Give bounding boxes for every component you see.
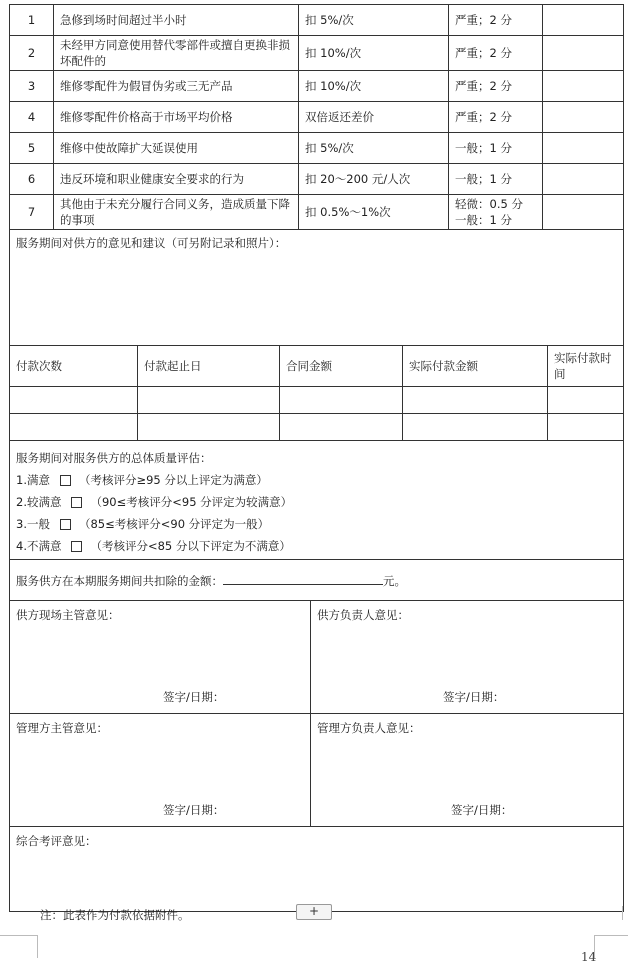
penalty-level: 轻微：0.5 分 一般：1 分 (449, 195, 543, 230)
penalty-number: 4 (10, 102, 54, 133)
manager-supervisor-opinion[interactable] (10, 714, 311, 827)
quality-option-satisfied: 1.满意 （考核评分≥95 分以上评定为满意） (16, 473, 268, 487)
penalty-item: 违反环境和职业健康安全要求的行为 (54, 164, 299, 195)
crop-mark (0, 935, 38, 937)
penalty-number: 6 (10, 164, 54, 195)
penalty-deduction: 扣 10%/次 (299, 71, 449, 102)
penalty-item: 其他由于未充分履行合同义务，造成质量下降的事项 (54, 195, 299, 230)
payment-cell[interactable] (403, 387, 548, 414)
payment-header-actual-amount: 实际付款金额 (403, 346, 548, 387)
final-evaluation-label: 综合考评意见： (16, 834, 97, 848)
penalty-deduction: 扣 5%/次 (299, 133, 449, 164)
supplier-comments-label: 服务期间对供方的意见和建议（可另附记录和照片）： (16, 236, 287, 250)
checkbox-satisfied[interactable] (60, 475, 71, 486)
supplier-comments-cell[interactable] (10, 230, 624, 346)
payment-cell[interactable] (138, 414, 280, 441)
signature-date-label: 签字/日期： (443, 690, 505, 704)
penalty-table (9, 4, 624, 230)
crop-mark (15, 936, 38, 958)
penalty-score-cell[interactable] (543, 71, 624, 102)
signature-date-label: 签字/日期： (163, 803, 225, 817)
penalty-deduction: 扣 5%/次 (299, 5, 449, 36)
evaluation-form (9, 4, 623, 912)
penalty-level: 严重；2 分 (449, 102, 543, 133)
penalty-number: 7 (10, 195, 54, 230)
payment-row (10, 387, 624, 414)
add-row-button[interactable]: + (296, 904, 332, 920)
penalty-item: 维修零配件为假冒伪劣或三无产品 (54, 71, 299, 102)
payment-cell[interactable] (10, 387, 138, 414)
footnote: 注：此表作为付款依据附件。 (40, 908, 190, 922)
quality-title: 服务期间对服务供方的总体质量评估： (16, 451, 212, 465)
penalty-row (10, 5, 624, 36)
penalty-number: 1 (10, 5, 54, 36)
penalty-score-cell[interactable] (543, 5, 624, 36)
penalty-level: 严重；2 分 (449, 71, 543, 102)
opinion-table (9, 600, 624, 912)
payment-cell[interactable] (280, 387, 403, 414)
signature-date-label: 签字/日期： (163, 690, 225, 704)
penalty-row (10, 195, 624, 230)
signature-date-label: 签字/日期： (451, 803, 513, 817)
quality-assessment (10, 441, 624, 560)
crop-mark (622, 906, 624, 920)
payment-cell[interactable] (548, 414, 624, 441)
payment-header-contract-amount: 合同金额 (280, 346, 403, 387)
checkbox-unsatisfied[interactable] (71, 541, 82, 552)
payment-header-count: 付款次数 (10, 346, 138, 387)
payment-cell[interactable] (403, 414, 548, 441)
penalty-row (10, 133, 624, 164)
quality-option-unsatisfied: 4.不满意 （考核评分<85 分以下评定为不满意） (16, 539, 291, 553)
deduction-amount-field[interactable] (223, 572, 383, 585)
penalty-deduction: 扣 10%/次 (299, 36, 449, 71)
form-table (9, 229, 624, 601)
penalty-item: 维修零配件价格高于市场平均价格 (54, 102, 299, 133)
penalty-row (10, 164, 624, 195)
penalty-item: 维修中使故障扩大延误使用 (54, 133, 299, 164)
payment-row (10, 414, 624, 441)
deduction-unit: 元。 (383, 573, 406, 588)
penalty-deduction: 扣 20～200 元/人次 (299, 164, 449, 195)
supplier-head-opinion[interactable] (311, 601, 624, 714)
deduction-label: 服务供方在本期服务期间共扣除的金额： (16, 573, 223, 588)
penalty-deduction: 双倍返还差价 (299, 102, 449, 133)
penalty-number: 2 (10, 36, 54, 71)
manager-head-opinion-label: 管理方负责人意见： (317, 721, 421, 735)
checkbox-fairly-satisfied[interactable] (71, 497, 82, 508)
payment-cell[interactable] (138, 387, 280, 414)
penalty-level: 一般；1 分 (449, 133, 543, 164)
quality-option-average: 3.一般 （85≤考核评分<90 分评定为一般） (16, 517, 270, 531)
payment-cell[interactable] (10, 414, 138, 441)
penalty-score-cell[interactable] (543, 102, 624, 133)
penalty-score-cell[interactable] (543, 164, 624, 195)
quality-option-fairly-satisfied: 2.较满意 （90≤考核评分<95 分评定为较满意） (16, 495, 293, 509)
penalty-score-cell[interactable] (543, 195, 624, 230)
checkbox-average[interactable] (60, 519, 71, 530)
manager-supervisor-opinion-label: 管理方主管意见： (16, 721, 108, 735)
payment-cell[interactable] (548, 387, 624, 414)
penalty-item: 未经甲方同意使用替代零部件或擅自更换非损坏配件的 (54, 36, 299, 71)
crop-mark (594, 935, 628, 937)
payment-header-period: 付款起止日 (138, 346, 280, 387)
manager-head-opinion[interactable] (311, 714, 624, 827)
payment-cell[interactable] (280, 414, 403, 441)
payment-header-row (10, 346, 624, 387)
page-number: 14 (581, 950, 597, 964)
penalty-deduction: 扣 0.5%～1%次 (299, 195, 449, 230)
deduction-row (10, 560, 624, 601)
penalty-row (10, 102, 624, 133)
payment-header-actual-time: 实际付款时间 (548, 346, 624, 387)
penalty-item: 急修到场时间超过半小时 (54, 5, 299, 36)
penalty-level: 一般；1 分 (449, 164, 543, 195)
crop-mark (594, 936, 617, 958)
supplier-site-opinion[interactable] (10, 601, 311, 714)
penalty-row (10, 36, 624, 71)
final-evaluation[interactable] (10, 827, 624, 912)
supplier-head-opinion-label: 供方负责人意见： (317, 608, 409, 622)
penalty-row (10, 71, 624, 102)
penalty-level: 严重；2 分 (449, 36, 543, 71)
penalty-number: 5 (10, 133, 54, 164)
penalty-score-cell[interactable] (543, 133, 624, 164)
penalty-number: 3 (10, 71, 54, 102)
penalty-level: 严重；2 分 (449, 5, 543, 36)
penalty-score-cell[interactable] (543, 36, 624, 71)
supplier-site-opinion-label: 供方现场主管意见： (16, 608, 120, 622)
